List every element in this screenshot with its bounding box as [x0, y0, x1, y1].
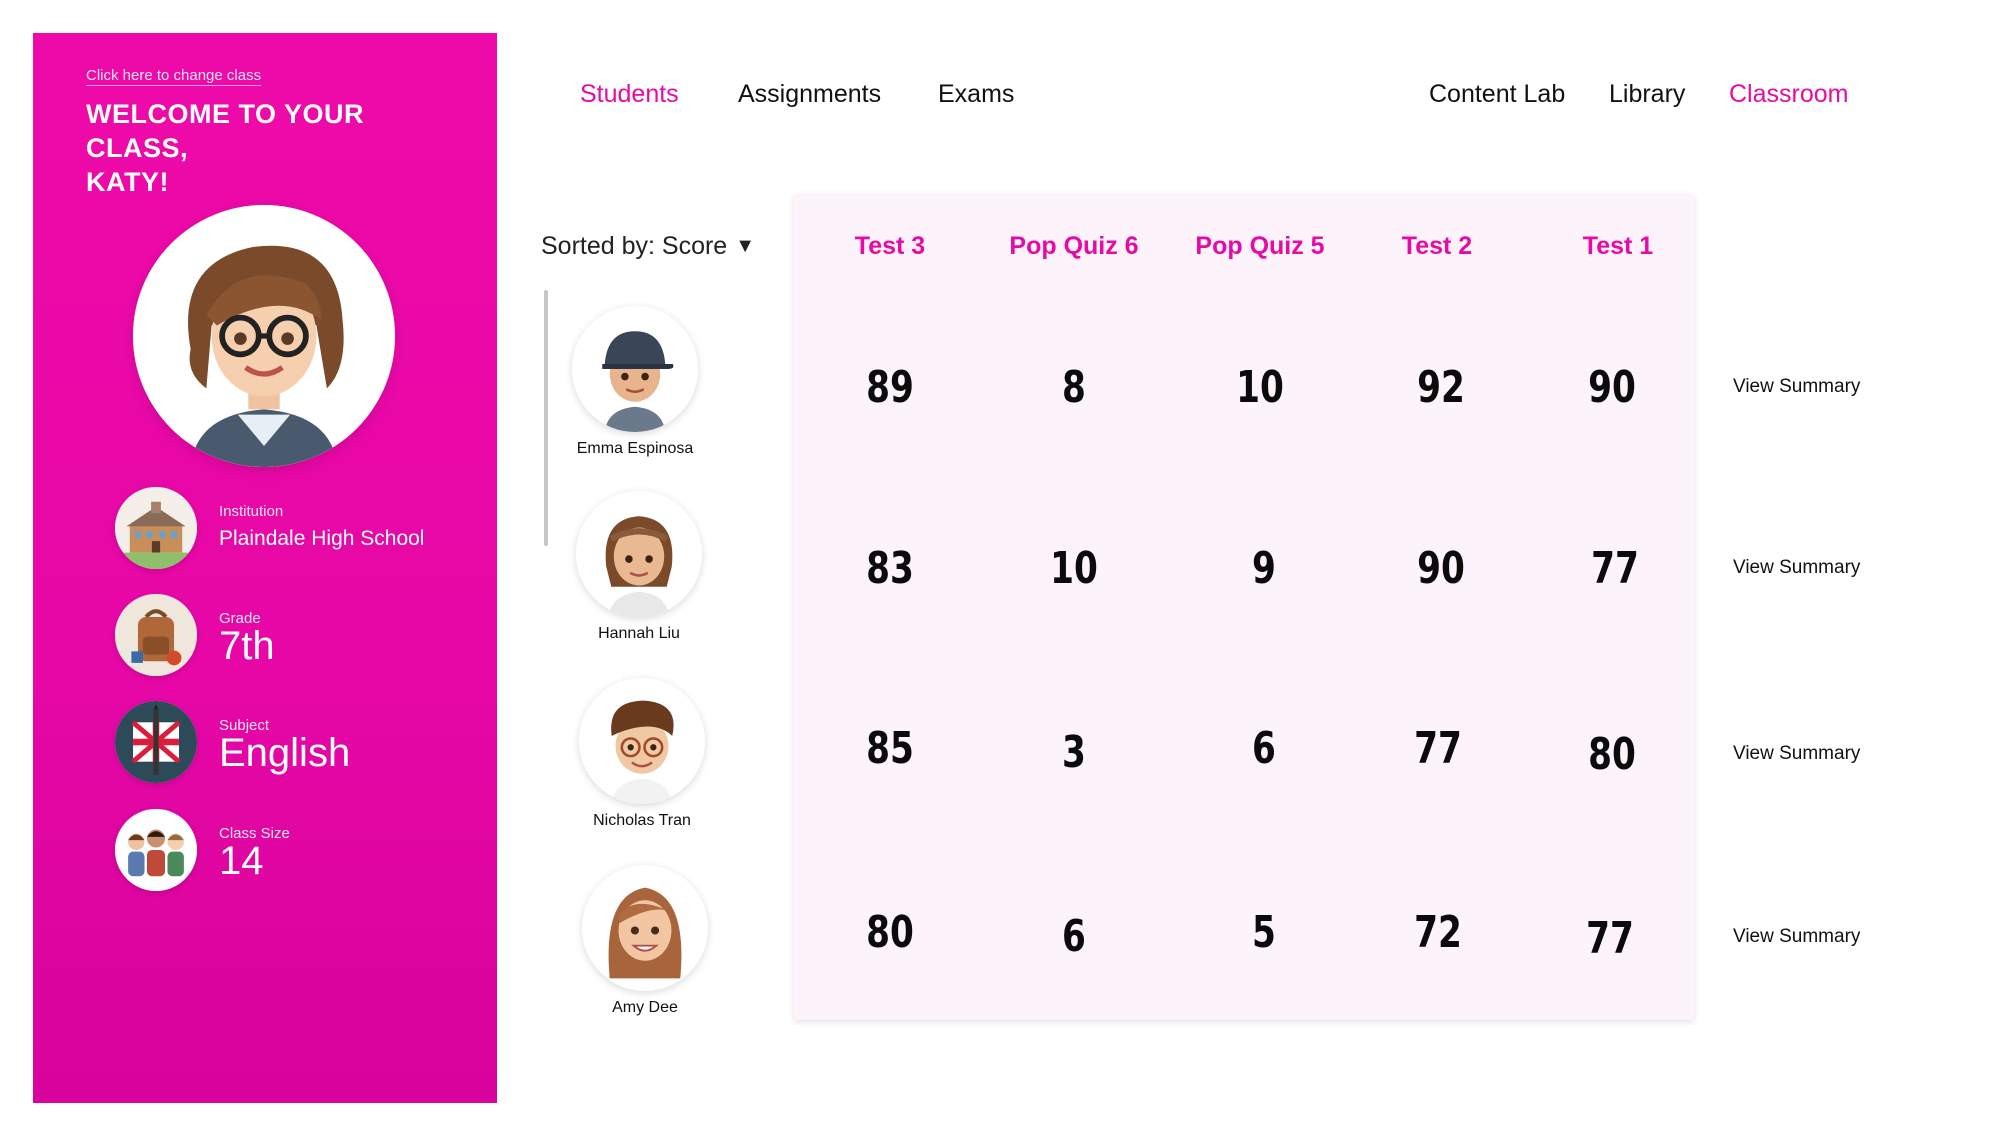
- view-summary-button[interactable]: View Summary: [1733, 376, 1861, 397]
- school-building-icon: [115, 487, 197, 569]
- grade-label: Grade: [219, 610, 261, 627]
- subject-label: Subject: [219, 717, 270, 734]
- score-cell: 80: [1588, 729, 1636, 780]
- student-card[interactable]: [554, 491, 724, 643]
- score-cell: 77: [1414, 723, 1462, 774]
- column-header-test-2[interactable]: Test 2: [1401, 232, 1473, 260]
- student-card[interactable]: [560, 865, 730, 1017]
- score-cell: 77: [1591, 543, 1639, 594]
- scores-panel: [794, 194, 1694, 1020]
- column-header-test-3[interactable]: Test 3: [854, 232, 926, 260]
- teacher-avatar: [133, 205, 395, 467]
- info-class-size: [115, 809, 485, 893]
- info-subject: [115, 701, 485, 785]
- welcome-line-2: KATY!: [86, 167, 169, 197]
- score-cell: 5: [1252, 907, 1276, 958]
- nav-assignments[interactable]: Assignments: [738, 80, 882, 108]
- student-avatar: [572, 306, 698, 432]
- student-name: Amy Dee: [612, 999, 678, 1016]
- score-cell: 80: [866, 907, 914, 958]
- score-cell: 6: [1062, 911, 1086, 962]
- student-card[interactable]: [550, 306, 720, 458]
- nav-content-lab[interactable]: Content Lab: [1429, 80, 1566, 108]
- change-class-link[interactable]: Click here to change class: [86, 67, 262, 84]
- boy-glasses-portrait-icon: [579, 678, 705, 804]
- students-group-icon: [115, 809, 197, 891]
- student-name: Emma Espinosa: [576, 440, 694, 457]
- boy-cap-portrait-icon: [572, 306, 698, 432]
- welcome-heading: [86, 97, 466, 199]
- score-cell: 9: [1252, 543, 1276, 594]
- score-cell: 90: [1417, 543, 1465, 594]
- view-summary-button[interactable]: View Summary: [1733, 926, 1861, 947]
- info-grade: [115, 594, 485, 678]
- score-cell: 10: [1050, 543, 1098, 594]
- sort-label: Sorted by: Score: [541, 232, 728, 260]
- girl-long-hair-portrait-icon: [582, 865, 708, 991]
- class-size-value: 14: [219, 839, 264, 883]
- score-cell: 3: [1062, 727, 1086, 778]
- student-list-scrollbar[interactable]: [544, 290, 548, 546]
- score-cell: 10: [1236, 362, 1284, 413]
- score-cell: 8: [1062, 362, 1086, 413]
- view-summary-button[interactable]: View Summary: [1733, 557, 1861, 578]
- girl-headband-portrait-icon: [576, 491, 702, 617]
- institution-label: Institution: [219, 503, 284, 520]
- caret-down-icon: ▼: [735, 235, 756, 257]
- info-institution: [115, 487, 485, 571]
- class-sidebar: [33, 33, 497, 1103]
- score-cell: 72: [1414, 907, 1462, 958]
- student-name: Nicholas Tran: [593, 812, 691, 829]
- class-size-label: Class Size: [219, 825, 290, 842]
- score-cell: 90: [1588, 362, 1636, 413]
- view-summary-button[interactable]: View Summary: [1733, 743, 1861, 764]
- nav-classroom[interactable]: Classroom: [1729, 80, 1849, 108]
- uk-flag-pencil-icon: [115, 701, 197, 783]
- score-cell: 83: [866, 543, 914, 594]
- nav-exams[interactable]: Exams: [938, 80, 1015, 108]
- score-cell: 92: [1417, 362, 1465, 413]
- column-header-pop-quiz-5[interactable]: Pop Quiz 5: [1195, 232, 1325, 260]
- teacher-portrait-icon: [133, 205, 395, 467]
- grade-value: 7th: [219, 624, 275, 668]
- student-card[interactable]: [557, 678, 727, 830]
- nav-library[interactable]: Library: [1609, 80, 1686, 108]
- column-header-pop-quiz-6[interactable]: Pop Quiz 6: [1009, 232, 1139, 260]
- score-cell: 6: [1252, 723, 1276, 774]
- column-header-test-1[interactable]: Test 1: [1582, 232, 1654, 260]
- student-avatar: [582, 865, 708, 991]
- score-cell: 85: [866, 723, 914, 774]
- institution-value: Plaindale High School: [219, 527, 425, 550]
- student-name: Hannah Liu: [598, 625, 680, 642]
- student-avatar: [579, 678, 705, 804]
- student-avatar: [576, 491, 702, 617]
- backpack-icon: [115, 594, 197, 676]
- nav-students[interactable]: Students: [580, 80, 679, 108]
- sort-dropdown[interactable]: [541, 232, 755, 261]
- welcome-line-1: WELCOME TO YOUR CLASS,: [86, 99, 365, 163]
- score-cell: 77: [1586, 913, 1634, 964]
- score-cell: 89: [866, 362, 914, 413]
- subject-value: English: [219, 731, 351, 775]
